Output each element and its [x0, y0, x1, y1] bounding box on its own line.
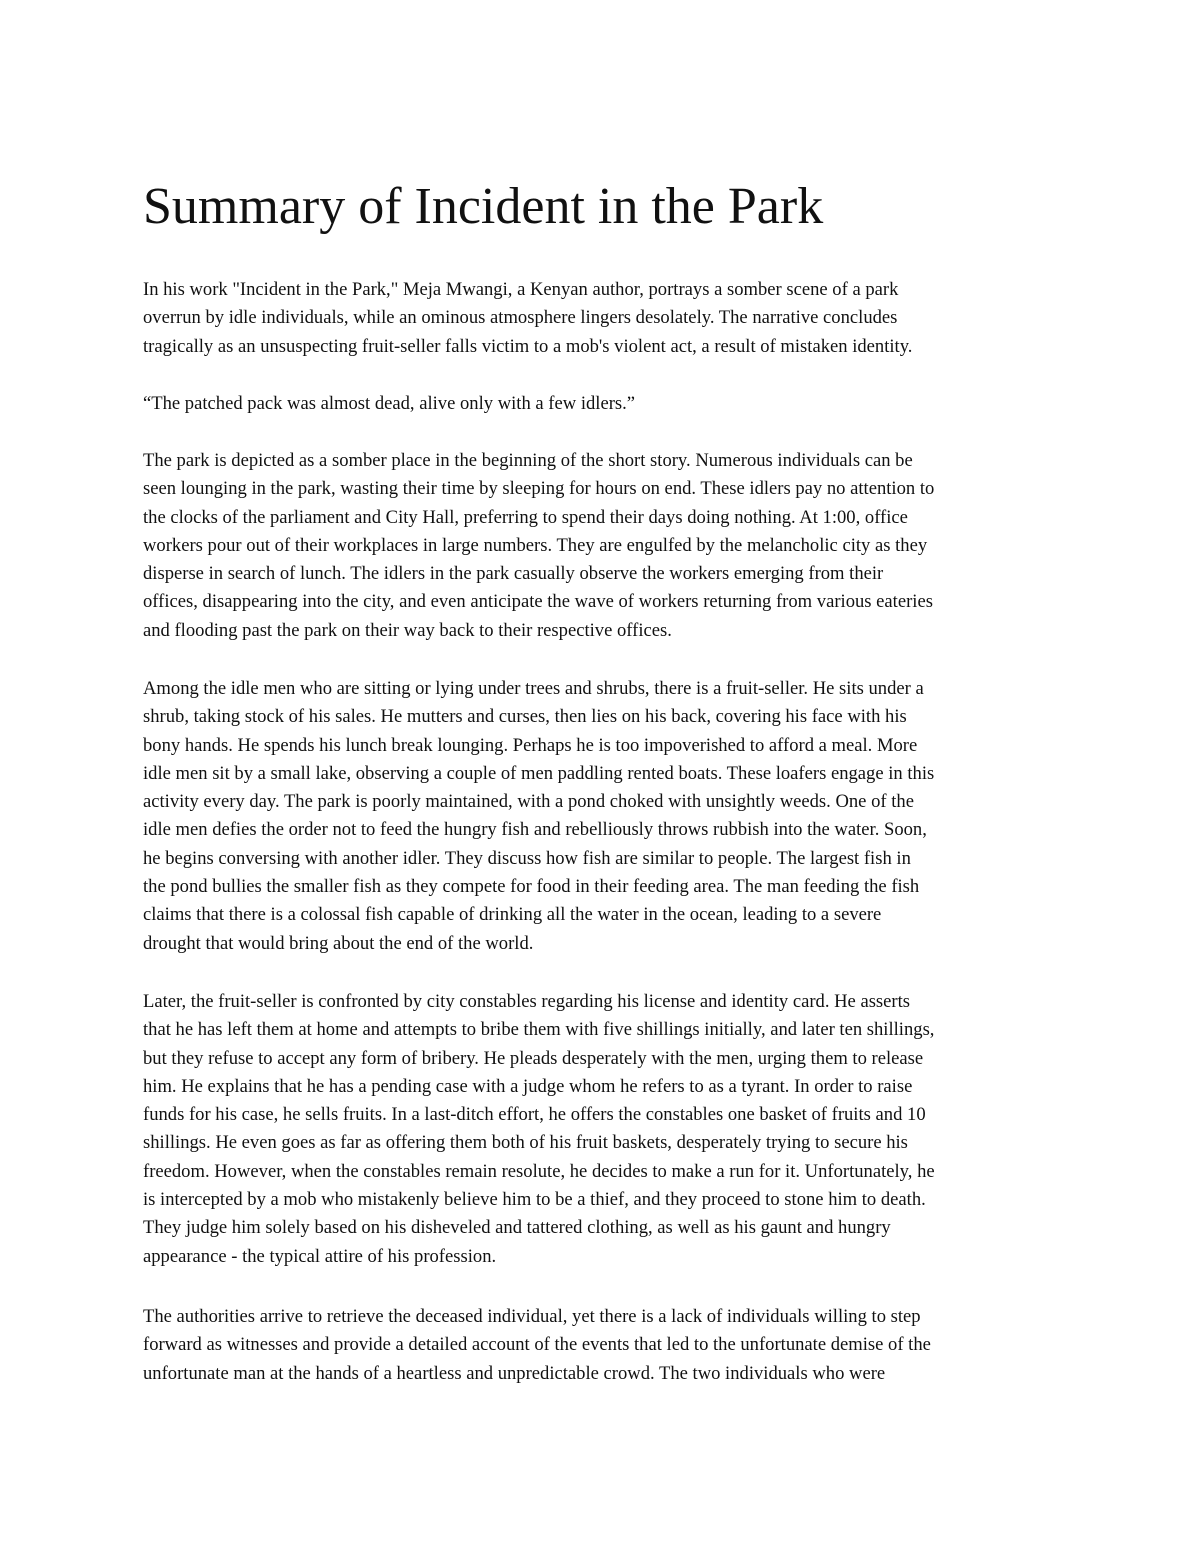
text-line: workers pour out of their workplaces in large numbers. They are engulfed by the melancholic city as they — [143, 534, 928, 556]
document-title: Summary of Incident in the Park — [143, 178, 824, 235]
text-line: funds for his case, he sells fruits. In a last-ditch effort, he offers the constables one basket of fruits and 10 — [143, 1104, 926, 1126]
text-line: shrub, taking stock of his sales. He mutters and curses, then lies on his back, covering his face with his — [143, 706, 907, 728]
text-line: but they refuse to accept any form of bribery. He pleads desperately with the men, urging them to release — [143, 1047, 924, 1069]
text-line: tragically as an unsuspecting fruit-seller falls victim to a mob's violent act, a result of mistaken identity. — [143, 335, 913, 357]
paragraph-fruit-seller — [143, 988, 935, 1271]
text-line: They judge him solely based on his disheveled and tattered clothing, as well as his gaunt and hungry — [143, 1217, 891, 1239]
text-line: In his work "Incident in the Park," Meja Mwangi, a Kenyan author, portrays a somber scene of a park — [143, 279, 899, 300]
text-line: the clocks of the parliament and City Hall, preferring to spend their days doing nothing. At 1:00, office — [143, 506, 908, 528]
text-line: seen lounging in the park, wasting their time by sleeping for hours on end. These idlers pay no attention to — [143, 478, 935, 500]
text-line: claims that there is a colossal fish capable of drinking all the water in the ocean, leading to a severe — [143, 904, 882, 926]
text-line: offices, disappearing into the city, and even anticipate the wave of workers returning from various eateries — [143, 591, 933, 613]
text-line: is intercepted by a mob who mistakenly believe him to be a thief, and they proceed to stone him to death. — [143, 1189, 926, 1211]
text-line: that he has left them at home and attempts to bribe them with five shillings initially, and later ten shillings, — [143, 1019, 935, 1041]
text-line: him. He explains that he has a pending case with a judge whom he refers to as a tyrant. In order to raise — [143, 1075, 913, 1097]
text-line: “The patched pack was almost dead, alive only with a few idlers.” — [143, 393, 636, 414]
paragraph-intro — [143, 276, 912, 361]
text-line: idle men sit by a small lake, observing a couple of men paddling rented boats. These loafers engage in this — [143, 762, 935, 784]
text-line: The authorities arrive to retrieve the deceased individual, yet there is a lack of individuals willing to step — [143, 1306, 921, 1327]
text-line: unfortunate man at the hands of a heartless and unpredictable crowd. The two individuals who were — [143, 1362, 886, 1384]
text-line: activity every day. The park is poorly maintained, with a pond choked with unsightly weeds. One of the — [143, 791, 914, 813]
text-line: Later, the fruit-seller is confronted by city constables regarding his license and identity card. He asserts — [143, 991, 911, 1012]
text-line: drought that would bring about the end of the world. — [143, 932, 534, 954]
text-line: bony hands. He spends his lunch break lounging. Perhaps he is too impoverished to afford a meal. More — [143, 734, 918, 756]
text-line: overrun by idle individuals, while an ominous atmosphere lingers desolately. The narrative concludes — [143, 307, 898, 329]
paragraph-idle-men — [143, 675, 934, 958]
paragraph-authorities — [143, 1303, 931, 1388]
text-line: he begins conversing with another idler. They discuss how fish are similar to people. The largest fish in — [143, 847, 911, 869]
text-line: disperse in search of lunch. The idlers in the park casually observe the workers emerging from their — [143, 563, 884, 585]
text-line: and flooding past the park on their way back to their respective offices. — [143, 619, 672, 641]
text-line: freedom. However, when the constables remain resolute, he decides to make a run for it. Unfortunately, he — [143, 1160, 935, 1182]
text-line: Among the idle men who are sitting or lying under trees and shrubs, there is a fruit-seller. He sits under a — [143, 678, 924, 699]
text-line: the pond bullies the smaller fish as they compete for food in their feeding area. The man feeding the fish — [143, 876, 920, 898]
text-line: forward as witnesses and provide a detailed account of the events that led to the unfortunate demise of the — [143, 1334, 931, 1356]
text-line: shillings. He even goes as far as offering them both of his fruit baskets, desperately trying to secure his — [143, 1132, 908, 1154]
text-line: idle men defies the order not to feed the hungry fish and rebelliously throws rubbish into the water. Soon, — [143, 819, 927, 841]
text-line: appearance - the typical attire of his profession. — [143, 1245, 497, 1267]
paragraph-park-description — [143, 447, 934, 645]
text-line: The park is depicted as a somber place in the beginning of the short story. Numerous individuals can be — [143, 450, 913, 471]
paragraph-quote — [143, 390, 635, 418]
